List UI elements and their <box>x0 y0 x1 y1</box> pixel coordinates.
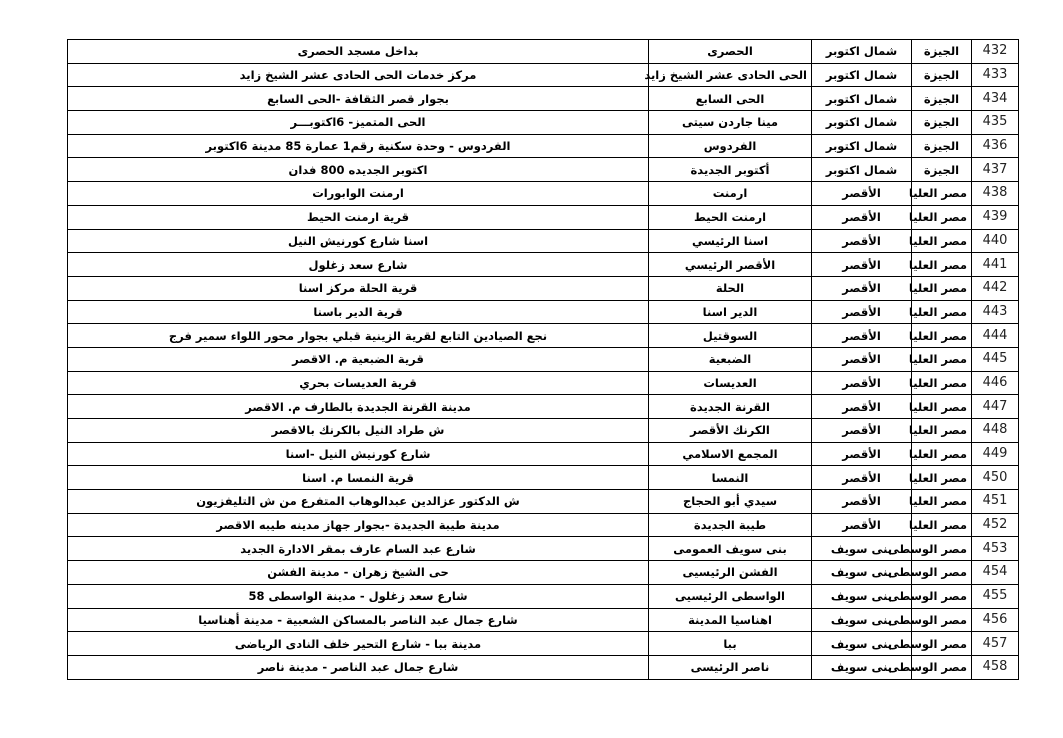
row-number-cell: 446 <box>972 371 1019 395</box>
address-cell: بداخل مسجد الحصرى <box>68 40 649 64</box>
area-cell: الحى الحادى عشر الشيخ زايد <box>649 63 812 87</box>
governorate-cell: شمال اكتوبر <box>812 40 912 64</box>
area-cell: الكرنك الأقصر <box>649 419 812 443</box>
area-cell: اسنا الرئيسي <box>649 229 812 253</box>
address-cell: مدينة القرنة الجديدة بالطارف م. الاقصر <box>68 395 649 419</box>
address-cell: ش الدكتور عزالدين عبدالوهاب المتفرع من ش التليفزيون <box>68 490 649 514</box>
sector-cell: مصر العليا <box>912 229 972 253</box>
address-cell: قرية الدير باسنا <box>68 300 649 324</box>
governorate-cell: الأقصر <box>812 182 912 206</box>
sector-cell: مصر العليا <box>912 442 972 466</box>
sector-cell: الجيزة <box>912 40 972 64</box>
governorate-cell: بنى سويف <box>812 537 912 561</box>
table-row <box>68 561 1019 585</box>
table-body <box>68 40 1019 680</box>
sector-cell: مصر العليا <box>912 300 972 324</box>
address-cell: مدينة طيبة الجديدة -بجوار جهاز مدينه طيبه الاقصر <box>68 513 649 537</box>
area-cell: سيدي أبو الحجاج <box>649 490 812 514</box>
area-cell: الحصرى <box>649 40 812 64</box>
row-number-cell: 451 <box>972 490 1019 514</box>
row-number-cell: 443 <box>972 300 1019 324</box>
governorate-cell: شمال اكتوبر <box>812 63 912 87</box>
governorate-cell: بنى سويف <box>812 655 912 679</box>
address-cell: قرية الضبعية م. الاقصر <box>68 347 649 371</box>
sector-cell: الجيزة <box>912 87 972 111</box>
table-row <box>68 419 1019 443</box>
area-cell: الواسطى الرئيسيى <box>649 584 812 608</box>
table-row <box>68 324 1019 348</box>
area-cell: الضبعية <box>649 347 812 371</box>
area-cell: اهناسيا المدينة <box>649 608 812 632</box>
table-row <box>68 276 1019 300</box>
governorate-cell: الأقصر <box>812 324 912 348</box>
row-number-cell: 438 <box>972 182 1019 206</box>
area-cell: طيبة الجديدة <box>649 513 812 537</box>
table-row <box>68 632 1019 656</box>
row-number-cell: 458 <box>972 655 1019 679</box>
address-cell: بجوار قصر الثقافة -الحى السابع <box>68 87 649 111</box>
row-number-cell: 439 <box>972 205 1019 229</box>
sector-cell: مصر العليا <box>912 347 972 371</box>
sector-cell: مصر العليا <box>912 490 972 514</box>
sector-cell: مصر العليا <box>912 371 972 395</box>
table-row <box>68 205 1019 229</box>
row-number-cell: 444 <box>972 324 1019 348</box>
area-cell: المجمع الاسلامي <box>649 442 812 466</box>
table-row <box>68 40 1019 64</box>
sector-cell: مصر العليا <box>912 276 972 300</box>
row-number-cell: 456 <box>972 608 1019 632</box>
row-number-cell: 454 <box>972 561 1019 585</box>
row-number-cell: 432 <box>972 40 1019 64</box>
row-number-cell: 445 <box>972 347 1019 371</box>
sector-cell: مصر العليا <box>912 395 972 419</box>
sector-cell: الجيزة <box>912 111 972 135</box>
address-cell: شارع عبد السام عارف بمقر الادارة الجديد <box>68 537 649 561</box>
table-row <box>68 158 1019 182</box>
governorate-cell: الأقصر <box>812 513 912 537</box>
table-row <box>68 371 1019 395</box>
sector-cell: مصر الوسطى <box>912 632 972 656</box>
sector-cell: الجيزة <box>912 134 972 158</box>
row-number-cell: 452 <box>972 513 1019 537</box>
table-row <box>68 347 1019 371</box>
area-cell: الدير اسنا <box>649 300 812 324</box>
area-cell: أكتوبر الجديدة <box>649 158 812 182</box>
row-number-cell: 433 <box>972 63 1019 87</box>
area-cell: مينا جاردن سيتى <box>649 111 812 135</box>
table-row <box>68 490 1019 514</box>
sector-cell: الجيزة <box>912 158 972 182</box>
address-cell: ارمنت الوابورات <box>68 182 649 206</box>
sector-cell: مصر العليا <box>912 466 972 490</box>
row-number-cell: 440 <box>972 229 1019 253</box>
governorate-cell: شمال اكتوبر <box>812 158 912 182</box>
governorate-cell: بنى سويف <box>812 632 912 656</box>
area-cell: ارمنت <box>649 182 812 206</box>
address-cell: قرية العديسات بحري <box>68 371 649 395</box>
address-cell: الحى المتميز- 6اكتوبـــر <box>68 111 649 135</box>
table-row <box>68 111 1019 135</box>
row-number-cell: 449 <box>972 442 1019 466</box>
governorate-cell: الأقصر <box>812 300 912 324</box>
area-cell: ارمنت الحيط <box>649 205 812 229</box>
governorate-cell: الأقصر <box>812 466 912 490</box>
address-cell: حى الشيخ زهران - مدينة الفشن <box>68 561 649 585</box>
sector-cell: مصر العليا <box>912 253 972 277</box>
branch-table <box>67 39 1019 680</box>
address-cell: نجع الصيادين التابع لقرية الزينية قبلي بجوار محور اللواء سمير فرج <box>68 324 649 348</box>
row-number-cell: 437 <box>972 158 1019 182</box>
address-cell: الفردوس - وحدة سكنية رقم1 عمارة 85 مدينة 6اكتوبر <box>68 134 649 158</box>
row-number-cell: 436 <box>972 134 1019 158</box>
governorate-cell: الأقصر <box>812 253 912 277</box>
table-row <box>68 134 1019 158</box>
area-cell: الأقصر الرئيسي <box>649 253 812 277</box>
sector-cell: مصر العليا <box>912 513 972 537</box>
address-cell: شارع كورنيش النيل -اسنا <box>68 442 649 466</box>
address-cell: اكتوبر الجديده 800 فدان <box>68 158 649 182</box>
address-cell: قرية النمسا م. اسنا <box>68 466 649 490</box>
governorate-cell: بنى سويف <box>812 608 912 632</box>
table-row <box>68 395 1019 419</box>
table-row <box>68 608 1019 632</box>
row-number-cell: 457 <box>972 632 1019 656</box>
governorate-cell: الأقصر <box>812 205 912 229</box>
governorate-cell: الأقصر <box>812 442 912 466</box>
governorate-cell: الأقصر <box>812 395 912 419</box>
sector-cell: مصر الوسطى <box>912 537 972 561</box>
address-cell: شارع جمال عبد الناصر - مدينة ناصر <box>68 655 649 679</box>
row-number-cell: 441 <box>972 253 1019 277</box>
area-cell: السوقتيل <box>649 324 812 348</box>
governorate-cell: بنى سويف <box>812 584 912 608</box>
governorate-cell: الأقصر <box>812 371 912 395</box>
row-number-cell: 442 <box>972 276 1019 300</box>
governorate-cell: الأقصر <box>812 229 912 253</box>
sector-cell: الجيزة <box>912 63 972 87</box>
table-row <box>68 442 1019 466</box>
table-row <box>68 655 1019 679</box>
table-row <box>68 63 1019 87</box>
sector-cell: مصر العليا <box>912 205 972 229</box>
table-row <box>68 513 1019 537</box>
governorate-cell: الأقصر <box>812 490 912 514</box>
table-row <box>68 300 1019 324</box>
address-cell: شارع سعد زغلول - مدينة الواسطى 58 <box>68 584 649 608</box>
area-cell: الحى السابع <box>649 87 812 111</box>
row-number-cell: 455 <box>972 584 1019 608</box>
area-cell: الفشن الرئيسيى <box>649 561 812 585</box>
area-cell: ناصر الرئيسى <box>649 655 812 679</box>
row-number-cell: 434 <box>972 87 1019 111</box>
row-number-cell: 453 <box>972 537 1019 561</box>
governorate-cell: الأقصر <box>812 347 912 371</box>
area-cell: العديسات <box>649 371 812 395</box>
area-cell: القرنة الجديدة <box>649 395 812 419</box>
governorate-cell: شمال اكتوبر <box>812 87 912 111</box>
table-row <box>68 182 1019 206</box>
branch-table-sheet <box>67 39 1018 680</box>
address-cell: مركز خدمات الحى الحادى عشر الشيخ زايد <box>68 63 649 87</box>
governorate-cell: شمال اكتوبر <box>812 134 912 158</box>
row-number-cell: 448 <box>972 419 1019 443</box>
address-cell: ش طراد النيل بالكرنك بالاقصر <box>68 419 649 443</box>
area-cell: ببا <box>649 632 812 656</box>
governorate-cell: الأقصر <box>812 276 912 300</box>
table-row <box>68 87 1019 111</box>
address-cell: اسنا شارع كورنيش النيل <box>68 229 649 253</box>
row-number-cell: 447 <box>972 395 1019 419</box>
sector-cell: مصر العليا <box>912 182 972 206</box>
sector-cell: مصر الوسطى <box>912 655 972 679</box>
governorate-cell: الأقصر <box>812 419 912 443</box>
sector-cell: مصر العليا <box>912 324 972 348</box>
sector-cell: مصر الوسطى <box>912 608 972 632</box>
table-row <box>68 537 1019 561</box>
address-cell: قرية ارمنت الحيط <box>68 205 649 229</box>
area-cell: الفردوس <box>649 134 812 158</box>
table-row <box>68 466 1019 490</box>
sector-cell: مصر العليا <box>912 419 972 443</box>
area-cell: بنى سويف العمومى <box>649 537 812 561</box>
address-cell: قرية الحلة مركز اسنا <box>68 276 649 300</box>
sector-cell: مصر الوسطى <box>912 561 972 585</box>
table-row <box>68 253 1019 277</box>
sector-cell: مصر الوسطى <box>912 584 972 608</box>
address-cell: مدينة ببا - شارع التحير خلف النادى الرياضى <box>68 632 649 656</box>
governorate-cell: شمال اكتوبر <box>812 111 912 135</box>
table-row <box>68 229 1019 253</box>
row-number-cell: 450 <box>972 466 1019 490</box>
address-cell: شارع جمال عبد الناصر بالمساكن الشعبية - مدينة أهناسيا <box>68 608 649 632</box>
governorate-cell: بنى سويف <box>812 561 912 585</box>
row-number-cell: 435 <box>972 111 1019 135</box>
area-cell: النمسا <box>649 466 812 490</box>
address-cell: شارع سعد زغلول <box>68 253 649 277</box>
area-cell: الحلة <box>649 276 812 300</box>
table-row <box>68 584 1019 608</box>
